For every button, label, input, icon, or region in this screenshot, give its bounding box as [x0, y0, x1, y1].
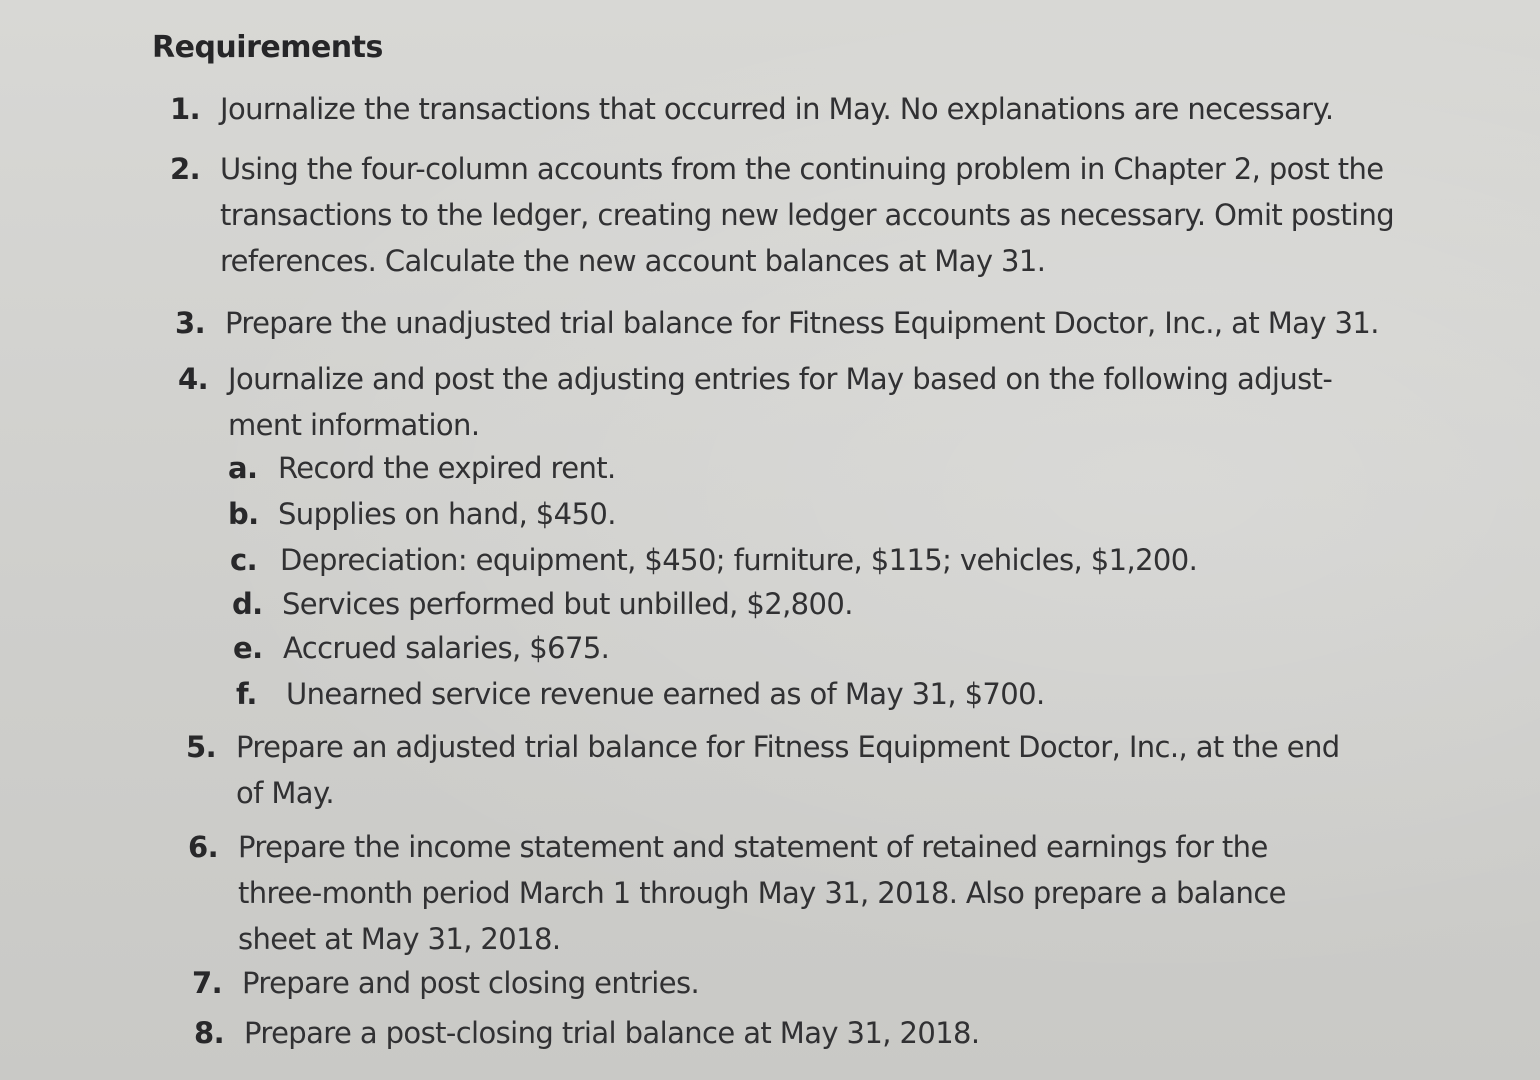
requirement-number: 6.: [188, 830, 218, 864]
sub-item-letter: c.: [230, 543, 258, 577]
requirement-text: Prepare an adjusted trial balance for Fitness Equipment Doctor, Inc., at the end of May.: [236, 730, 1340, 810]
requirement-text: Prepare a post-closing trial balance at May 31, 2018.: [244, 1016, 980, 1050]
sub-item-b: [228, 492, 1328, 536]
requirement-text: Journalize the transactions that occurred in May. No explanations are necessary.: [220, 92, 1334, 126]
requirement-6: [188, 824, 1338, 962]
requirement-number: 7.: [192, 966, 222, 1000]
requirement-number: 5.: [186, 730, 216, 764]
page-title: Requirements: [152, 30, 383, 65]
requirement-text: Prepare and post closing entries.: [242, 966, 700, 1000]
sub-item-letter: b.: [228, 497, 259, 531]
requirement-text: Journalize and post the adjusting entries for May based on the following adjust-ment information.: [228, 362, 1333, 442]
requirement-7: [192, 960, 1342, 1006]
requirement-text: Prepare the income statement and statement of retained earnings for the three-month period March 1 through May 31, 2018. Also prepare a balance sheet at May 31, 2018.: [238, 830, 1286, 956]
sub-item-text: Depreciation: equipment, $450; furniture, $115; vehicles, $1,200.: [280, 543, 1198, 577]
sub-item-f: [236, 672, 1336, 716]
requirement-3: [175, 300, 1435, 346]
requirement-number: 2.: [170, 152, 200, 186]
sub-item-letter: d.: [232, 587, 263, 621]
requirement-text: Using the four-column accounts from the continuing problem in Chapter 2, post the transactions to the ledger, creating new ledger accounts as necessary. Omit posting references. Calculate the new account balances at May 31.: [220, 152, 1395, 278]
requirement-8: [194, 1010, 1344, 1056]
sub-item-letter: f.: [236, 677, 257, 711]
requirement-4: [178, 356, 1378, 448]
sub-item-d: [232, 582, 1332, 626]
sub-item-e: [233, 626, 1333, 670]
sub-item-a: [228, 446, 1328, 490]
sub-item-text: Record the expired rent.: [278, 451, 616, 485]
sub-item-letter: a.: [228, 451, 258, 485]
requirement-number: 3.: [175, 306, 205, 340]
requirement-2: [170, 146, 1400, 284]
requirement-text: Prepare the unadjusted trial balance for Fitness Equipment Doctor, Inc., at May 31.: [225, 306, 1379, 340]
sub-item-text: Services performed but unbilled, $2,800.: [282, 587, 853, 621]
sub-item-c: [230, 538, 1330, 582]
requirement-number: 1.: [170, 92, 200, 126]
requirement-number: 4.: [178, 362, 208, 396]
sub-item-text: Supplies on hand, $450.: [278, 497, 616, 531]
requirement-5: [186, 724, 1366, 816]
requirement-number: 8.: [194, 1016, 224, 1050]
requirement-1: [170, 86, 1420, 132]
sub-item-text: Unearned service revenue earned as of May 31, $700.: [286, 677, 1045, 711]
sub-item-text: Accrued salaries, $675.: [283, 631, 610, 665]
sub-item-letter: e.: [233, 631, 263, 665]
